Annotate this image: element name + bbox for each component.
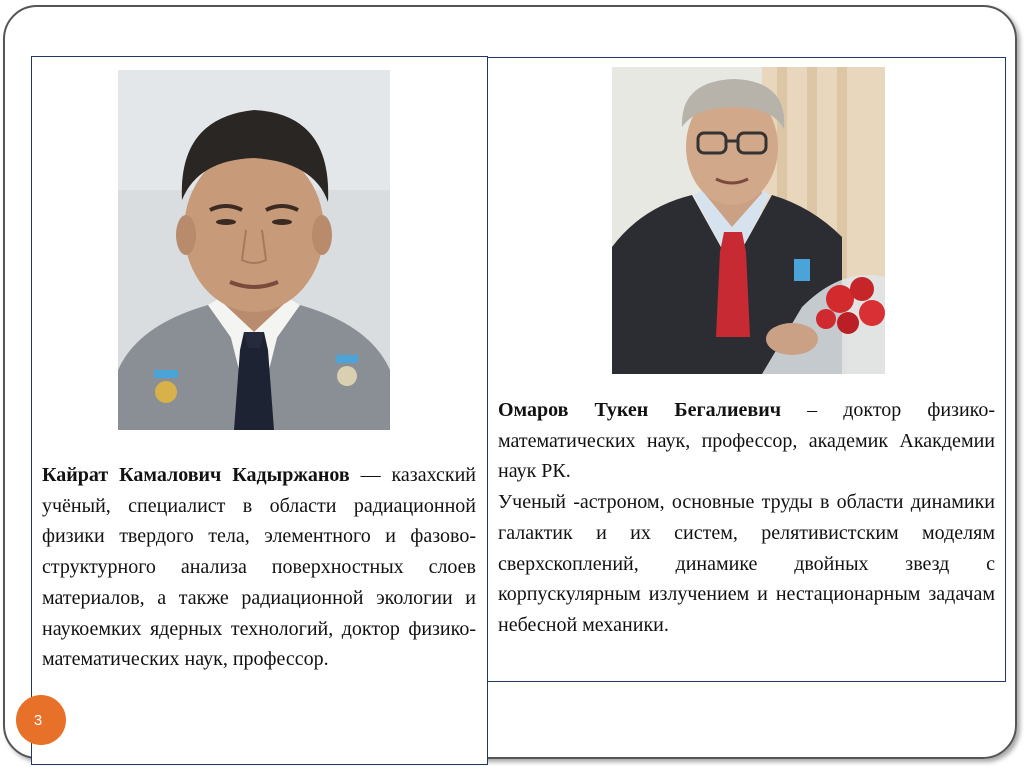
omarov-name: Омаров Тукен Бегалиевич (498, 399, 781, 421)
omarov-description: доктор физико-математических наук, профессор, академик Акакдемии наук РК. (498, 399, 996, 483)
omarov-bio-paragraph-1 (498, 395, 995, 487)
kadyrzhanov-dash: — (349, 464, 392, 486)
portrait-kadyrzhanov (118, 70, 390, 430)
portrait-kadyrzhanov-image (118, 70, 390, 430)
portrait-omarov (612, 67, 885, 374)
kadyrzhanov-bio-paragraph (42, 460, 476, 675)
omarov-dash: – (781, 399, 844, 421)
kadyrzhanov-name: Кайрат Камалович Кадыржанов (42, 464, 350, 486)
slide-number: 3 (33, 711, 43, 729)
omarov-bio-paragraph-2: Ученый -астроном, основные труды в области динамики галактик и их систем, релятивистским моделям сверхскоплений, динамике двойных звезд с корпускулярным излучением и нестационарным задачам небесной механики. (498, 491, 995, 636)
portrait-omarov-image (612, 67, 885, 374)
kadyrzhanov-bio (42, 460, 476, 675)
omarov-bio (498, 395, 995, 641)
slide-number-badge (16, 695, 66, 745)
kadyrzhanov-description: казахский учёный, специалист в области радиационной физики твердого тела, элементного и фазово-структурного анализа поверхностных слоев материалов, а также радиационной экологии и наукоемких ядерных технологий, доктор физико-математических наук, профессор. (42, 464, 476, 671)
